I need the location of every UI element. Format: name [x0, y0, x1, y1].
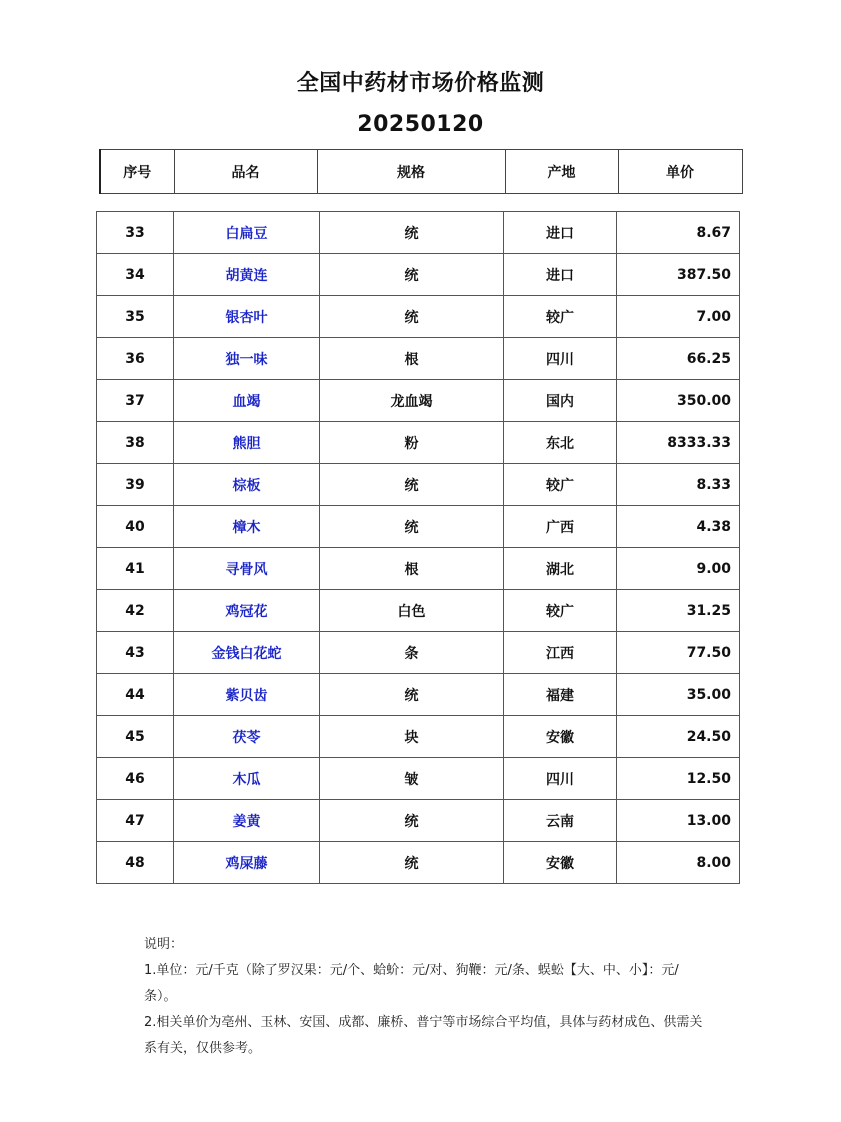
unit-price: 31.25 [617, 590, 740, 632]
origin: 云南 [504, 800, 617, 842]
herb-name[interactable]: 棕板 [174, 464, 320, 506]
row-number: 43 [97, 632, 174, 674]
spec: 块 [320, 716, 504, 758]
row-number: 48 [97, 842, 174, 884]
unit-price: 8.00 [617, 842, 740, 884]
spec: 统 [320, 842, 504, 884]
unit-price: 350.00 [617, 380, 740, 422]
herb-name[interactable]: 鸡屎藤 [174, 842, 320, 884]
herb-name[interactable]: 寻骨风 [174, 548, 320, 590]
unit-price: 9.00 [617, 548, 740, 590]
unit-price: 8.33 [617, 464, 740, 506]
table-row [97, 716, 740, 758]
herb-name[interactable]: 鸡冠花 [174, 590, 320, 632]
header-origin: 产地 [505, 150, 618, 194]
row-number: 39 [97, 464, 174, 506]
herb-name[interactable]: 熊胆 [174, 422, 320, 464]
table-row [97, 506, 740, 548]
notes-line-2: 2.相关单价为亳州、玉林、安国、成都、廉桥、普宁等市场综合平均值，具体与药材成色、供需关系有关，仅供参考。 [144, 1015, 703, 1056]
origin: 东北 [504, 422, 617, 464]
spec: 白色 [320, 590, 504, 632]
header-spec: 规格 [317, 150, 505, 194]
herb-name[interactable]: 木瓜 [174, 758, 320, 800]
spec: 统 [320, 254, 504, 296]
spec: 统 [320, 800, 504, 842]
row-number: 47 [97, 800, 174, 842]
spec: 皱 [320, 758, 504, 800]
notes-line-1: 1.单位：元/千克（除了罗汉果：元/个、蛤蚧：元/对、狗鞭：元/条、蜈蚣【大、中、小】：元/条）。 [144, 963, 679, 1004]
row-number: 46 [97, 758, 174, 800]
notes-section [144, 932, 704, 1062]
table-row [97, 380, 740, 422]
row-number: 34 [97, 254, 174, 296]
table-row [97, 296, 740, 338]
origin: 湖北 [504, 548, 617, 590]
unit-price: 4.38 [617, 506, 740, 548]
row-number: 33 [97, 212, 174, 254]
spec: 条 [320, 632, 504, 674]
row-number: 45 [97, 716, 174, 758]
header-price: 单价 [618, 150, 742, 194]
notes-heading: 说明： [144, 937, 184, 952]
origin: 四川 [504, 338, 617, 380]
unit-price: 12.50 [617, 758, 740, 800]
row-number: 36 [97, 338, 174, 380]
origin: 福建 [504, 674, 617, 716]
herb-name[interactable]: 血竭 [174, 380, 320, 422]
price-table [96, 211, 740, 884]
spec: 统 [320, 296, 504, 338]
table-row [97, 590, 740, 632]
table-header [99, 149, 743, 194]
unit-price: 7.00 [617, 296, 740, 338]
herb-name[interactable]: 紫贝齿 [174, 674, 320, 716]
spec: 根 [320, 548, 504, 590]
origin: 进口 [504, 254, 617, 296]
unit-price: 77.50 [617, 632, 740, 674]
unit-price: 13.00 [617, 800, 740, 842]
origin: 江西 [504, 632, 617, 674]
header-row [100, 150, 742, 194]
header-name: 品名 [174, 150, 317, 194]
herb-name[interactable]: 独一味 [174, 338, 320, 380]
row-number: 44 [97, 674, 174, 716]
origin: 国内 [504, 380, 617, 422]
spec: 统 [320, 464, 504, 506]
herb-name[interactable]: 胡黄连 [174, 254, 320, 296]
table-row [97, 422, 740, 464]
spec: 统 [320, 674, 504, 716]
herb-name[interactable]: 茯苓 [174, 716, 320, 758]
table-row [97, 674, 740, 716]
unit-price: 24.50 [617, 716, 740, 758]
row-number: 42 [97, 590, 174, 632]
herb-name[interactable]: 白扁豆 [174, 212, 320, 254]
spec: 根 [320, 338, 504, 380]
unit-price: 8333.33 [617, 422, 740, 464]
unit-price: 387.50 [617, 254, 740, 296]
table-row [97, 800, 740, 842]
row-number: 38 [97, 422, 174, 464]
spec: 粉 [320, 422, 504, 464]
page-title: 全国中药材市场价格监测 [296, 71, 545, 96]
header-no: 序号 [100, 150, 174, 194]
unit-price: 8.67 [617, 212, 740, 254]
origin: 较广 [504, 590, 617, 632]
spec: 统 [320, 212, 504, 254]
table-row [97, 842, 740, 884]
table-row [97, 548, 740, 590]
table-row [97, 632, 740, 674]
origin: 广西 [504, 506, 617, 548]
origin: 进口 [504, 212, 617, 254]
herb-name[interactable]: 姜黄 [174, 800, 320, 842]
herb-name[interactable]: 樟木 [174, 506, 320, 548]
herb-name[interactable]: 金钱白花蛇 [174, 632, 320, 674]
row-number: 40 [97, 506, 174, 548]
row-number: 37 [97, 380, 174, 422]
spec: 龙血竭 [320, 380, 504, 422]
table-row [97, 338, 740, 380]
origin: 较广 [504, 296, 617, 338]
spec: 统 [320, 506, 504, 548]
origin: 安徽 [504, 842, 617, 884]
herb-name[interactable]: 银杏叶 [174, 296, 320, 338]
origin: 四川 [504, 758, 617, 800]
origin: 较广 [504, 464, 617, 506]
unit-price: 66.25 [617, 338, 740, 380]
table-row [97, 254, 740, 296]
row-number: 35 [97, 296, 174, 338]
unit-price: 35.00 [617, 674, 740, 716]
report-date: 20250120 [357, 112, 484, 137]
table-row [97, 464, 740, 506]
origin: 安徽 [504, 716, 617, 758]
row-number: 41 [97, 548, 174, 590]
table-row [97, 212, 740, 254]
table-row [97, 758, 740, 800]
